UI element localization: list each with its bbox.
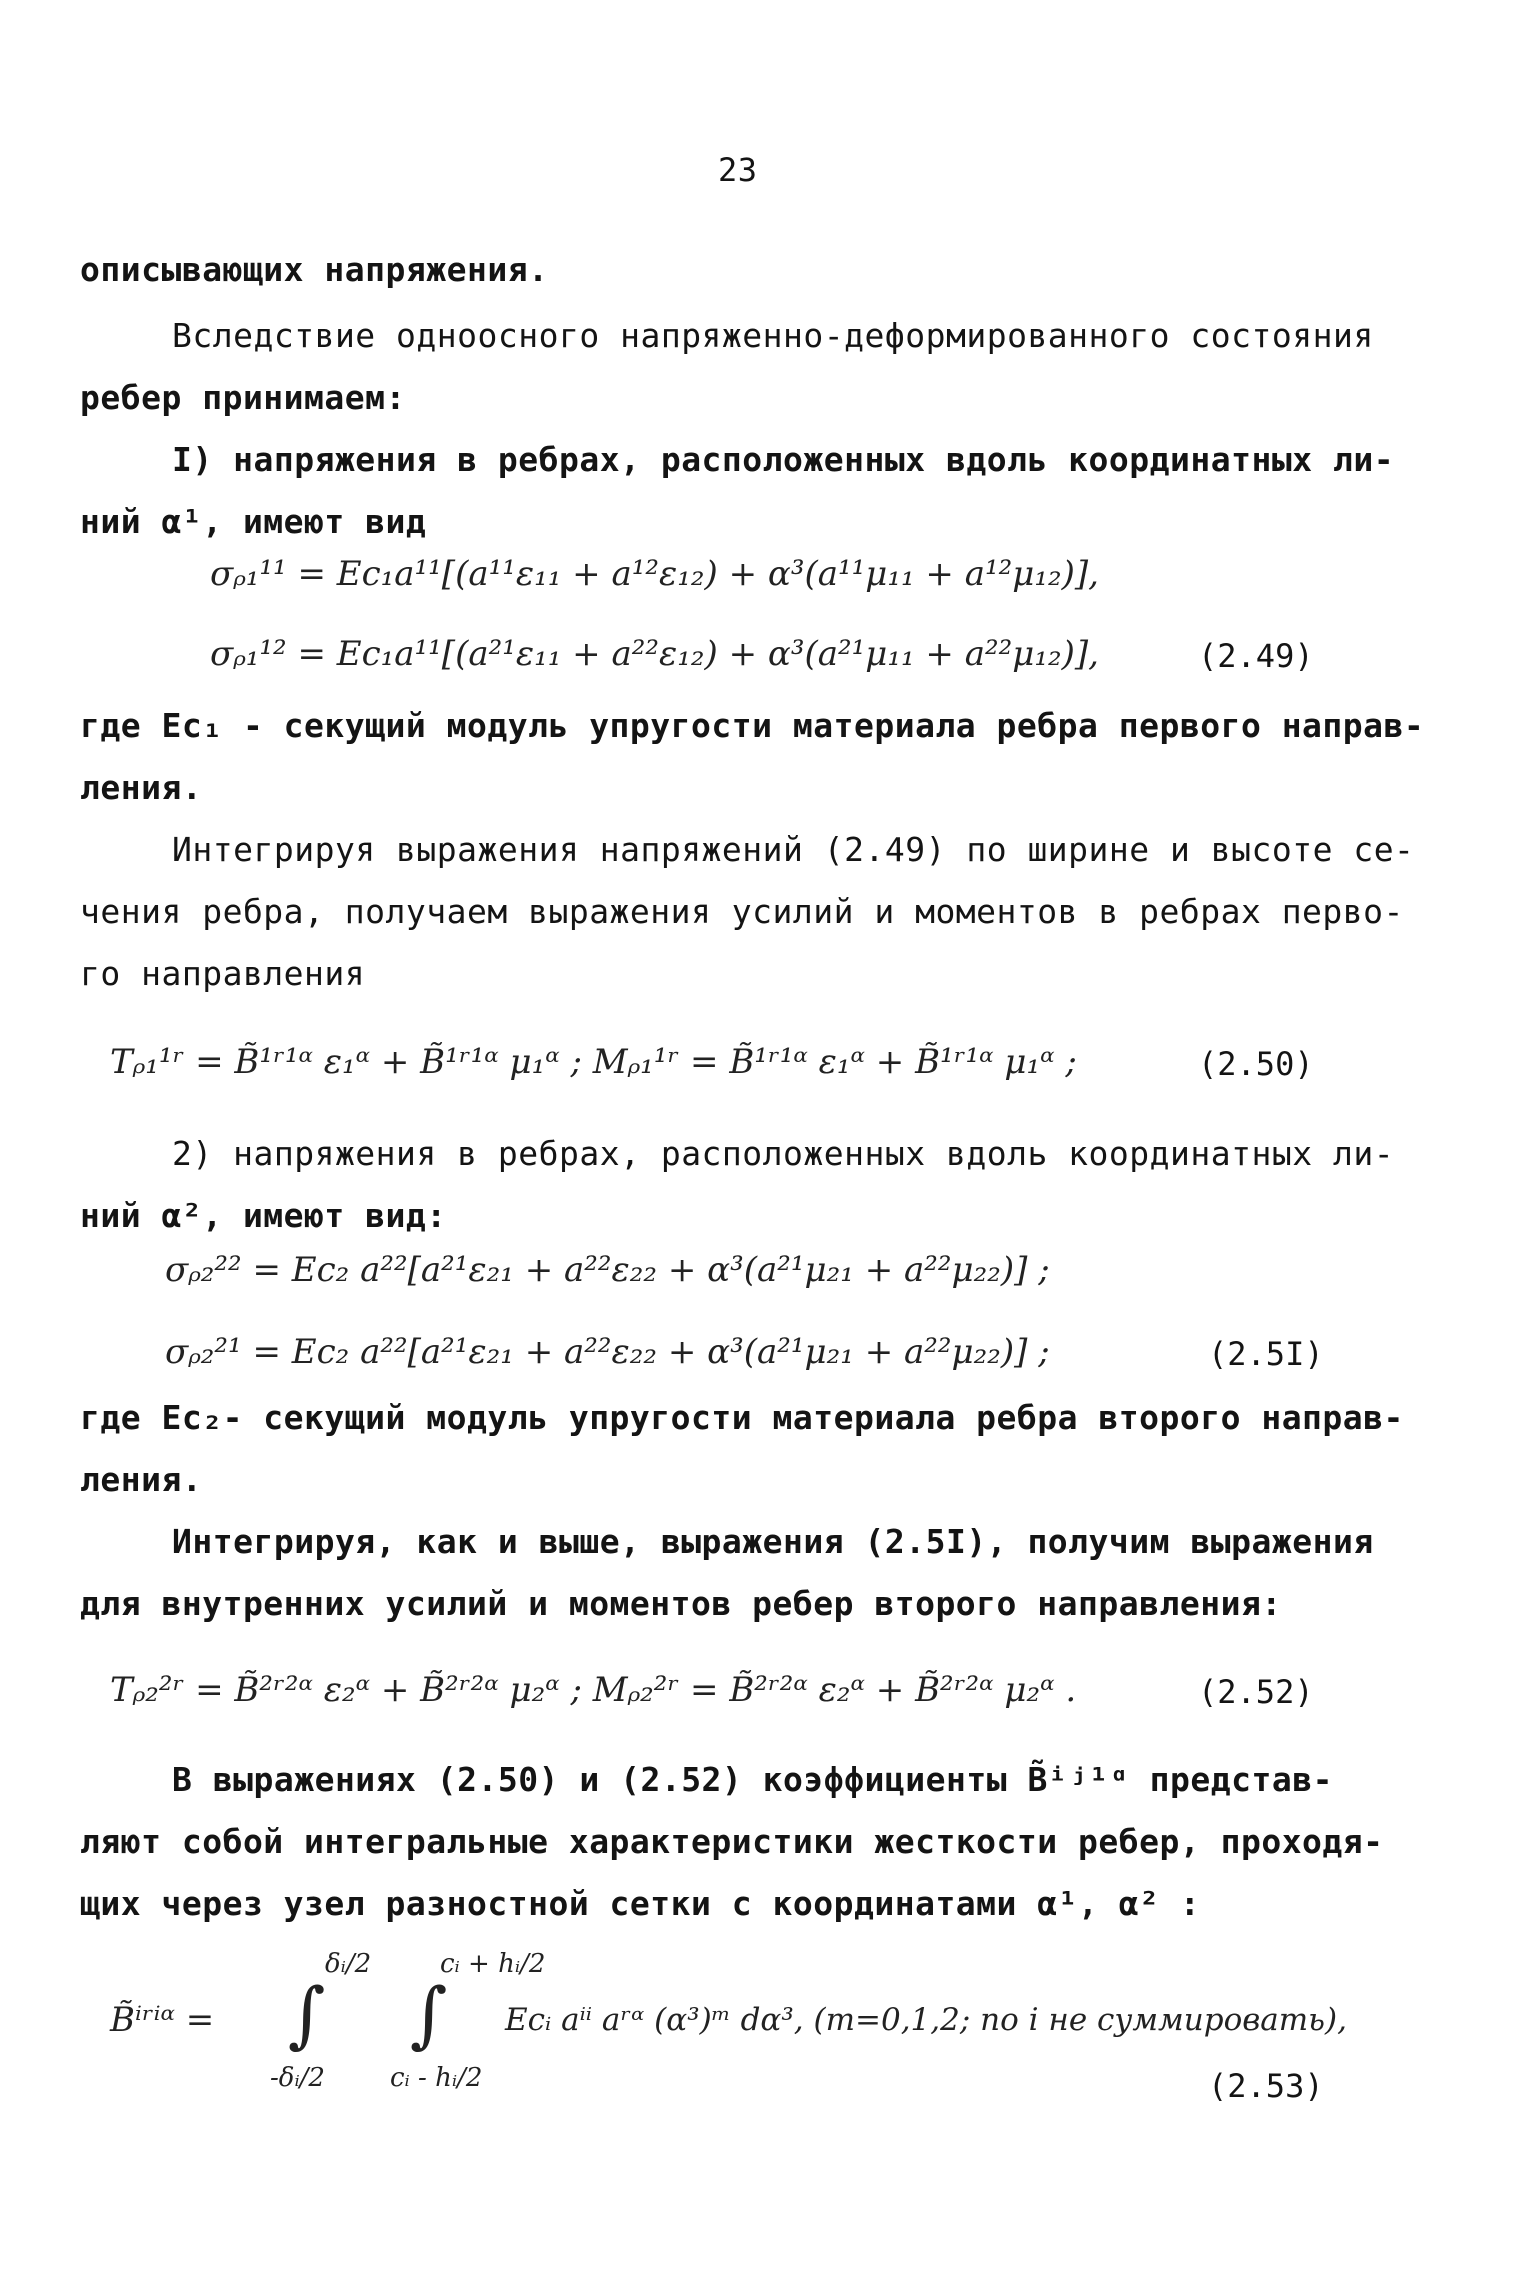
text-line: I) напряжения в ребрах, расположенных вдоль координатных ли-: [172, 440, 1395, 479]
integral-sign: ∫: [288, 1972, 326, 2056]
text-line: описывающих напряжения.: [80, 250, 549, 289]
equation-sigma-p2-22: σᵨ₂²² = Eс₂ a²²[a²¹ε₂₁ + a²²ε₂₂ + α³(a²¹μ₂₁ + a²²μ₂₂)] ;: [165, 1250, 1050, 1290]
text-line: ний α², имеют вид:: [80, 1196, 447, 1235]
equation-number: (2.50): [1198, 1045, 1314, 1083]
equation-number: (2.5I): [1208, 1335, 1324, 1373]
text-line: щих через узел разностной сетки с координатами α¹, α² :: [80, 1884, 1201, 1923]
equation-number: (2.53): [1208, 2067, 1324, 2105]
text-line: ления.: [80, 768, 203, 807]
integral-upper-limit: δᵢ/2: [325, 1949, 372, 1979]
text-line: ления.: [80, 1460, 203, 1499]
text-line: Интегрируя, как и выше, выражения (2.5I), получим выражения: [172, 1522, 1374, 1561]
equation-number: (2.52): [1198, 1673, 1314, 1711]
text-line: ребер принимаем:: [80, 378, 406, 417]
text-line: ний α¹, имеют вид: [80, 502, 427, 541]
integral-upper-limit: cᵢ + hᵢ/2: [440, 1949, 546, 1979]
equation-sigma-p2-21: σᵨ₂²¹ = Eс₂ a²²[a²¹ε₂₁ + a²²ε₂₂ + α³(a²¹μ₂₁ + a²²μ₂₂)] ;: [165, 1332, 1050, 1372]
equation-lhs: B̃ⁱʳⁱᵅ =: [110, 2000, 215, 2040]
integral-sign: ∫: [410, 1972, 448, 2056]
integral-lower-limit: cᵢ - hᵢ/2: [390, 2063, 483, 2093]
page-number: 23: [718, 151, 758, 189]
text-line: 2) напряжения в ребрах, расположенных вдоль координатных ли-: [172, 1134, 1395, 1173]
text-line: ляют собой интегральные характеристики жесткости ребер, проходя-: [80, 1822, 1384, 1861]
text-line: Интегрируя выражения напряжений (2.49) по ширине и высоте се-: [172, 830, 1415, 869]
equation-number: (2.49): [1198, 637, 1314, 675]
text-line: где Eс₂- секущий модуль упругости материала ребра второго направ-: [80, 1398, 1404, 1437]
equation-integrand: Eсᵢ aⁱⁱ aʳᵅ (α³)ᵐ dα³, (m=0,1,2; по i не суммировать),: [505, 2002, 1347, 2038]
equation-forces-moments-1: Tᵨ₁¹ʳ = B̃¹ʳ¹ᵅ ε₁ᵅ + B̃¹ʳ¹ᵅ μ₁ᵅ ; Mᵨ₁¹ʳ = B̃¹ʳ¹ᵅ ε₁ᵅ + B̃¹ʳ¹ᵅ μ₁ᵅ ;: [110, 1042, 1077, 1082]
text-line: го направления: [80, 954, 366, 993]
equation-sigma-p1-12: σᵨ₁¹² = Eс₁a¹¹[(a²¹ε₁₁ + a²²ε₁₂) + α³(a²¹μ₁₁ + a²²μ₁₂)],: [210, 634, 1099, 674]
text-line: Вследствие одноосного напряженно-деформированного состояния: [172, 316, 1374, 355]
text-line: для внутренних усилий и моментов ребер второго направления:: [80, 1584, 1282, 1623]
equation-forces-moments-2: Tᵨ₂²ʳ = B̃²ʳ²ᵅ ε₂ᵅ + B̃²ʳ²ᵅ μ₂ᵅ ; Mᵨ₂²ʳ = B̃²ʳ²ᵅ ε₂ᵅ + B̃²ʳ²ᵅ μ₂ᵅ .: [110, 1670, 1077, 1710]
integral-lower-limit: -δᵢ/2: [270, 2063, 325, 2093]
text-line: В выражениях (2.50) и (2.52) коэффициенты B̃ⁱʲ¹ᵅ представ-: [172, 1760, 1333, 1799]
text-line: чения ребра, получаем выражения усилий и моментов в ребрах перво-: [80, 892, 1404, 931]
text-line: где Eс₁ - секущий модуль упругости материала ребра первого направ-: [80, 706, 1425, 745]
equation-sigma-p1-11: σᵨ₁¹¹ = Eс₁a¹¹[(a¹¹ε₁₁ + a¹²ε₁₂) + α³(a¹¹μ₁₁ + a¹²μ₁₂)],: [210, 554, 1099, 594]
